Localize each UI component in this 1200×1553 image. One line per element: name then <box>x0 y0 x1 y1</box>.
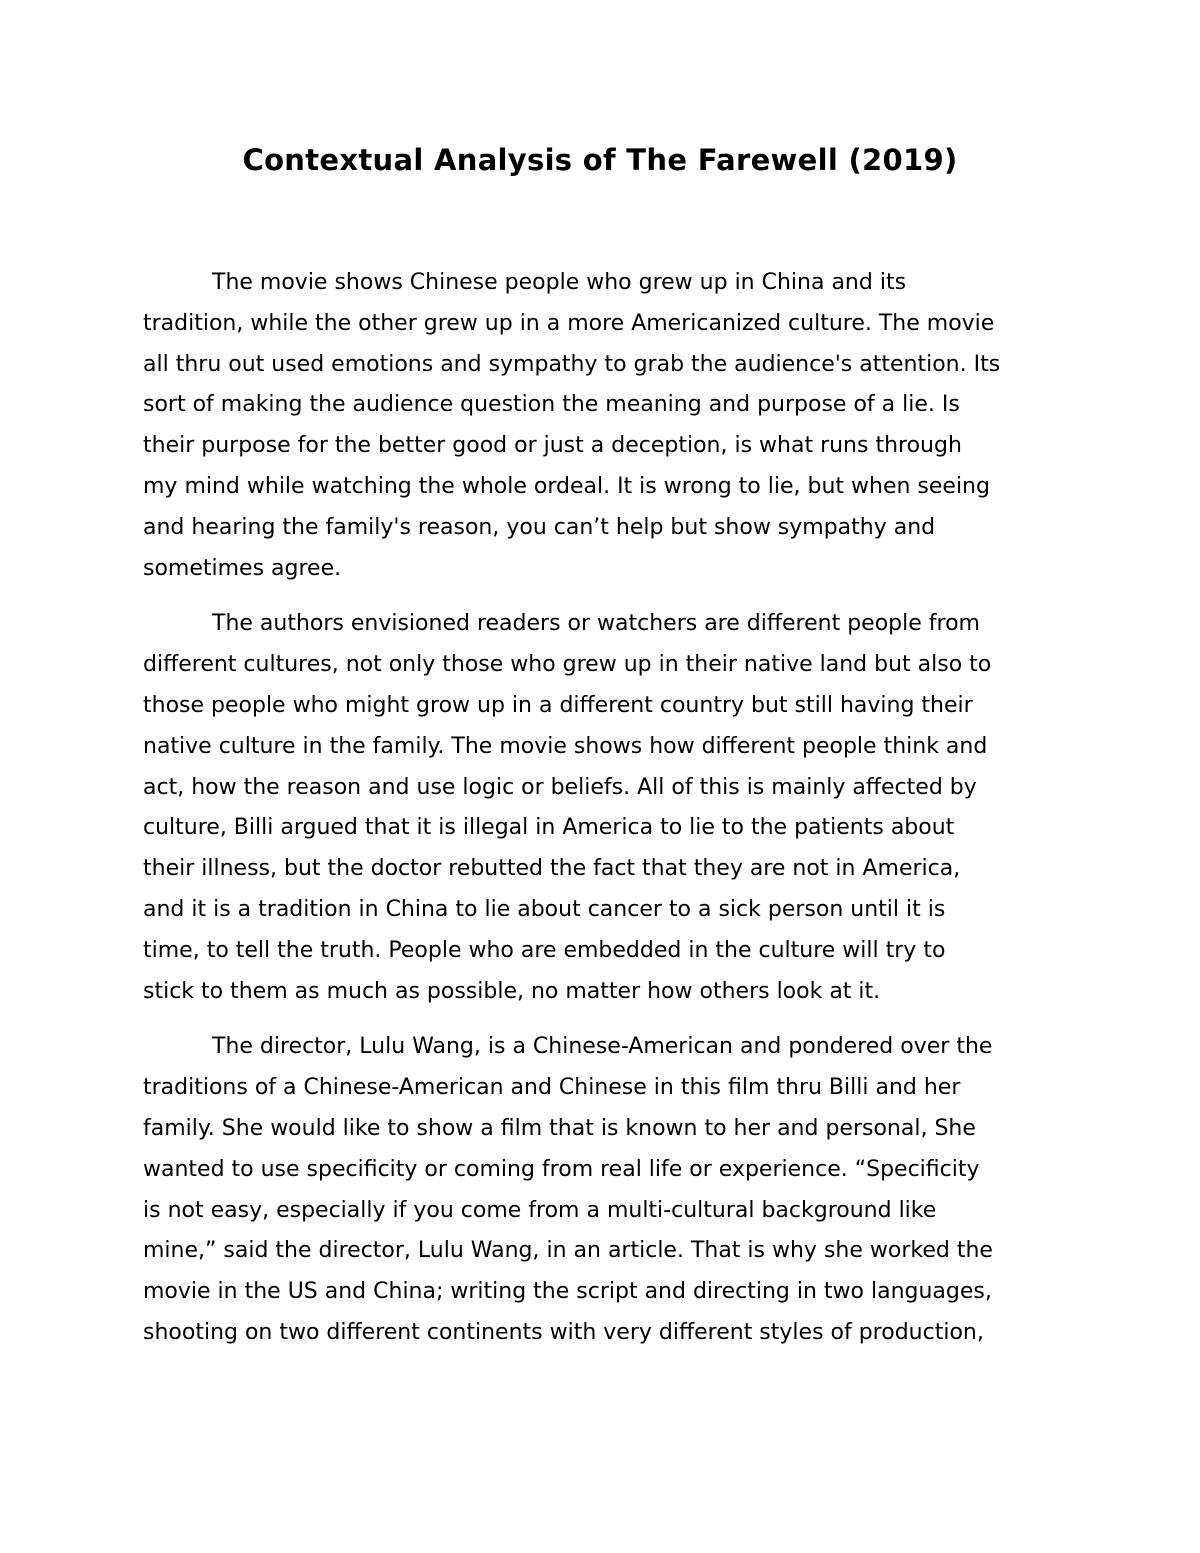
paragraph-line: and it is a tradition in China to lie about cancer to a sick person until it is <box>143 896 946 922</box>
paragraph-line: shooting on two different continents with very different styles of production, <box>143 1319 984 1345</box>
paragraph-2 <box>143 604 1063 1012</box>
paragraph-line: traditions of a Chinese-American and Chinese in this film thru Billi and her <box>143 1075 961 1101</box>
paragraph-line: mine,” said the director, Lulu Wang, in an article. That is why she worked the <box>143 1238 993 1264</box>
paragraph-line: their illness, but the doctor rebutted the fact that they are not in America, <box>143 856 961 882</box>
paragraph-line: different cultures, not only those who grew up in their native land but also to <box>143 652 992 678</box>
paragraph-line: sort of making the audience question the meaning and purpose of a lie. Is <box>143 392 960 418</box>
paragraph-line: native culture in the family. The movie shows how different people think and <box>143 733 988 759</box>
document-title: Contextual Analysis of The Farewell (2019) <box>242 143 958 177</box>
paragraph-line: movie in the US and China; writing the script and directing in two languages, <box>143 1279 992 1305</box>
paragraph-line: The authors envisioned readers or watchers are different people from <box>212 611 980 637</box>
paragraph-line: their purpose for the better good or just a deception, is what runs through <box>143 433 962 459</box>
paragraph-line: family. She would like to show a film that is known to her and personal, She <box>143 1115 976 1141</box>
document-body <box>143 263 1063 1369</box>
paragraph-line: The director, Lulu Wang, is a Chinese-American and pondered over the <box>212 1034 993 1060</box>
paragraph-1 <box>143 263 1063 589</box>
paragraph-line: is not easy, especially if you come from a multi-cultural background like <box>143 1197 937 1223</box>
paragraph-line: time, to tell the truth. People who are embedded in the culture will try to <box>143 937 946 963</box>
paragraph-line: and hearing the family's reason, you can’t help but show sympathy and <box>143 514 936 540</box>
paragraph-line: my mind while watching the whole ordeal. It is wrong to lie, but when seeing <box>143 473 990 499</box>
paragraph-line: The movie shows Chinese people who grew up in China and its <box>212 270 907 295</box>
paragraph-line: wanted to use specificity or coming from real life or experience. “Specificity <box>143 1156 980 1182</box>
paragraph-line: stick to them as much as possible, no matter how others look at it. <box>143 978 881 1004</box>
paragraph-line: those people who might grow up in a different country but still having their <box>143 692 973 718</box>
paragraph-line: sometimes agree. <box>143 555 342 581</box>
paragraph-line: tradition, while the other grew up in a more Americanized culture. The movie <box>143 310 995 336</box>
paragraph-line: culture, Billi argued that it is illegal in America to lie to the patients about <box>143 815 955 841</box>
paragraph-line: act, how the reason and use logic or beliefs. All of this is mainly affected by <box>143 774 977 800</box>
paragraph-3 <box>143 1027 1063 1353</box>
paragraph-line: all thru out used emotions and sympathy to grab the audience's attention. Its <box>143 351 1001 377</box>
